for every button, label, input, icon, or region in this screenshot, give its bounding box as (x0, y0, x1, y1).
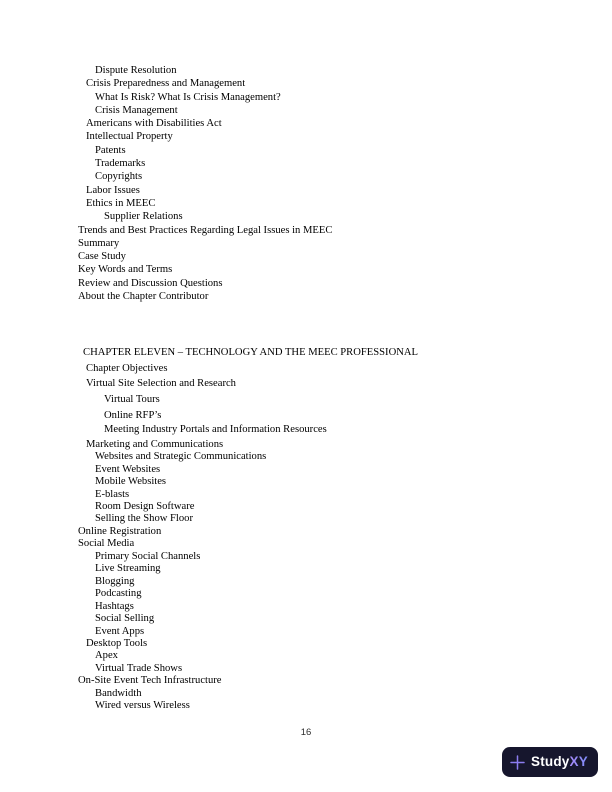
toc-item: Crisis Preparedness and Management (86, 78, 246, 90)
logo-text-accent: XY (569, 754, 588, 770)
toc-item: Apex (95, 650, 118, 662)
toc-section-chapter-eleven (0, 347, 612, 713)
toc-item: About the Chapter Contributor (78, 291, 209, 303)
toc-item: Chapter Objectives (86, 363, 168, 375)
toc-item: Marketing and Communications (86, 438, 224, 450)
toc-item: Social Selling (95, 613, 155, 625)
toc-item: Meeting Industry Portals and Information Resources (104, 424, 327, 436)
toc-item: Virtual Site Selection and Research (86, 377, 236, 389)
toc-item: On-Site Event Tech Infrastructure (78, 675, 222, 687)
toc-item: Event Apps (95, 625, 145, 637)
toc-item: Online Registration (78, 525, 162, 537)
chapter-title: CHAPTER ELEVEN – TECHNOLOGY AND THE MEEC PROFESSIONAL (83, 347, 418, 358)
toc-item: Mobile Websites (95, 476, 167, 488)
toc-item: Intellectual Property (86, 131, 173, 143)
plus-icon (510, 755, 525, 770)
toc-item: Social Media (78, 538, 135, 550)
toc-item: Review and Discussion Questions (78, 277, 223, 289)
studyxy-logo-badge[interactable] (502, 747, 598, 777)
toc-item: What Is Risk? What Is Crisis Management? (95, 91, 281, 103)
logo-text-primary: Study (531, 754, 570, 770)
toc-item: Key Words and Terms (78, 264, 173, 276)
toc-item: Bandwidth (95, 687, 142, 699)
toc-item: E-blasts (95, 488, 130, 500)
toc-item: Ethics in MEEC (86, 197, 156, 209)
toc-item: Virtual Tours (104, 394, 160, 406)
toc-item: Primary Social Channels (95, 550, 201, 562)
toc-item: Desktop Tools (86, 637, 148, 649)
toc-item: Trademarks (95, 158, 146, 170)
toc-item: Podcasting (95, 588, 142, 600)
toc-item: Websites and Strategic Communications (95, 451, 267, 463)
toc-item: Crisis Management (95, 104, 178, 116)
toc-item: Trends and Best Practices Regarding Legal Issues in MEEC (78, 224, 333, 236)
toc-item: Americans with Disabilities Act (86, 118, 222, 130)
logo-wordmark (531, 755, 588, 769)
toc-item: Online RFP’s (104, 409, 162, 421)
toc-item: Labor Issues (86, 184, 140, 196)
toc-item: Dispute Resolution (95, 65, 177, 76)
toc-item: Wired versus Wireless (95, 700, 190, 712)
toc-item: Selling the Show Floor (95, 513, 193, 525)
toc-item: Virtual Trade Shows (95, 662, 183, 674)
toc-item: Case Study (78, 251, 126, 263)
toc-section-chapter-ten-continued (0, 64, 612, 303)
toc-item: Hashtags (95, 600, 134, 612)
toc-item: Patents (95, 144, 126, 156)
toc-item: Event Websites (95, 463, 161, 475)
page-number: 16 (300, 727, 312, 738)
toc-item: Supplier Relations (104, 211, 183, 223)
toc-item: Blogging (95, 575, 135, 587)
toc-item: Room Design Software (95, 500, 195, 512)
toc-item: Copyrights (95, 171, 143, 183)
toc-item: Live Streaming (95, 563, 161, 575)
toc-item: Summary (78, 237, 120, 249)
